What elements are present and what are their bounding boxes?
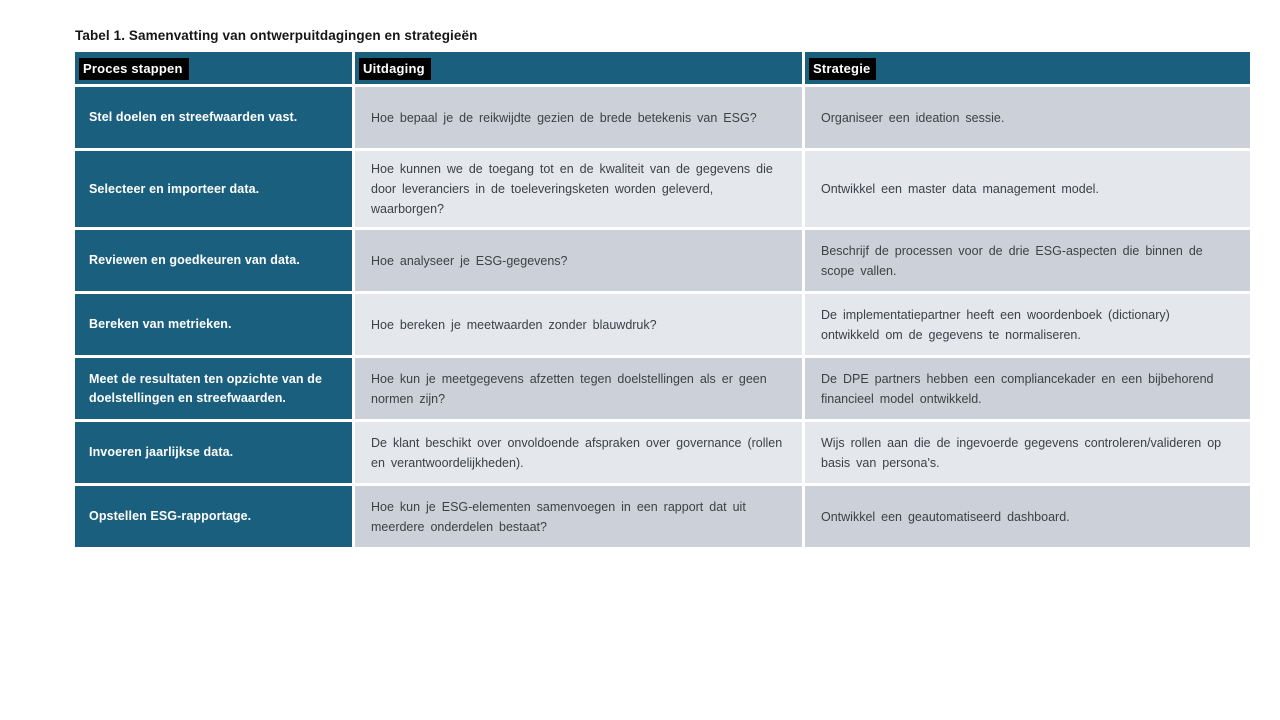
strategy-cell: De implementatiepartner heeft een woordenboek (dictionary) ontwikkeld om de gegevens te normaliseren. bbox=[805, 294, 1250, 355]
table-row bbox=[75, 230, 1250, 291]
challenge-cell: Hoe analyseer je ESG-gegevens? bbox=[355, 230, 802, 291]
header-cell-strategie bbox=[805, 52, 1250, 84]
table-row bbox=[75, 151, 1250, 227]
strategy-cell: Ontwikkel een geautomatiseerd dashboard. bbox=[805, 486, 1250, 547]
challenge-cell: Hoe kunnen we de toegang tot en de kwaliteit van de gegevens die door leveranciers in de toeleveringsketen worden geleverd, waarborgen? bbox=[355, 151, 802, 227]
header-label-strategie: Strategie bbox=[809, 58, 876, 80]
header-cell-proces-stappen bbox=[75, 52, 352, 84]
table-row bbox=[75, 358, 1250, 419]
step-cell: Invoeren jaarlijkse data. bbox=[75, 422, 352, 483]
table-row bbox=[75, 422, 1250, 483]
strategy-cell: Beschrijf de processen voor de drie ESG-aspecten die binnen de scope vallen. bbox=[805, 230, 1250, 291]
table-caption: Tabel 1. Samenvatting van ontwerpuitdagingen en strategieën bbox=[75, 28, 478, 43]
step-cell: Bereken van metrieken. bbox=[75, 294, 352, 355]
challenge-cell: De klant beschikt over onvoldoende afspraken over governance (rollen en verantwoordelijkheden). bbox=[355, 422, 802, 483]
header-row bbox=[75, 52, 1250, 84]
table-row bbox=[75, 87, 1250, 148]
challenge-cell: Hoe kun je meetgegevens afzetten tegen doelstellingen als er geen normen zijn? bbox=[355, 358, 802, 419]
strategy-cell: De DPE partners hebben een compliancekader en een bijbehorend financieel model ontwikkeld. bbox=[805, 358, 1250, 419]
challenge-cell: Hoe bepaal je de reikwijdte gezien de brede betekenis van ESG? bbox=[355, 87, 802, 148]
table-row bbox=[75, 294, 1250, 355]
step-cell: Stel doelen en streefwaarden vast. bbox=[75, 87, 352, 148]
strategy-cell: Wijs rollen aan die de ingevoerde gegevens controleren/valideren op basis van persona's. bbox=[805, 422, 1250, 483]
strategy-cell: Ontwikkel een master data management model. bbox=[805, 151, 1250, 227]
step-cell: Reviewen en goedkeuren van data. bbox=[75, 230, 352, 291]
header-label-proces-stappen: Proces stappen bbox=[79, 58, 189, 80]
header-cell-uitdaging bbox=[355, 52, 802, 84]
step-cell: Opstellen ESG-rapportage. bbox=[75, 486, 352, 547]
strategy-cell: Organiseer een ideation sessie. bbox=[805, 87, 1250, 148]
table-row bbox=[75, 486, 1250, 547]
challenge-cell: Hoe bereken je meetwaarden zonder blauwdruk? bbox=[355, 294, 802, 355]
summary-table bbox=[72, 49, 1253, 550]
challenge-cell: Hoe kun je ESG-elementen samenvoegen in een rapport dat uit meerdere onderdelen bestaat? bbox=[355, 486, 802, 547]
header-label-uitdaging: Uitdaging bbox=[359, 58, 431, 80]
step-cell: Selecteer en importeer data. bbox=[75, 151, 352, 227]
step-cell: Meet de resultaten ten opzichte van de doelstellingen en streefwaarden. bbox=[75, 358, 352, 419]
